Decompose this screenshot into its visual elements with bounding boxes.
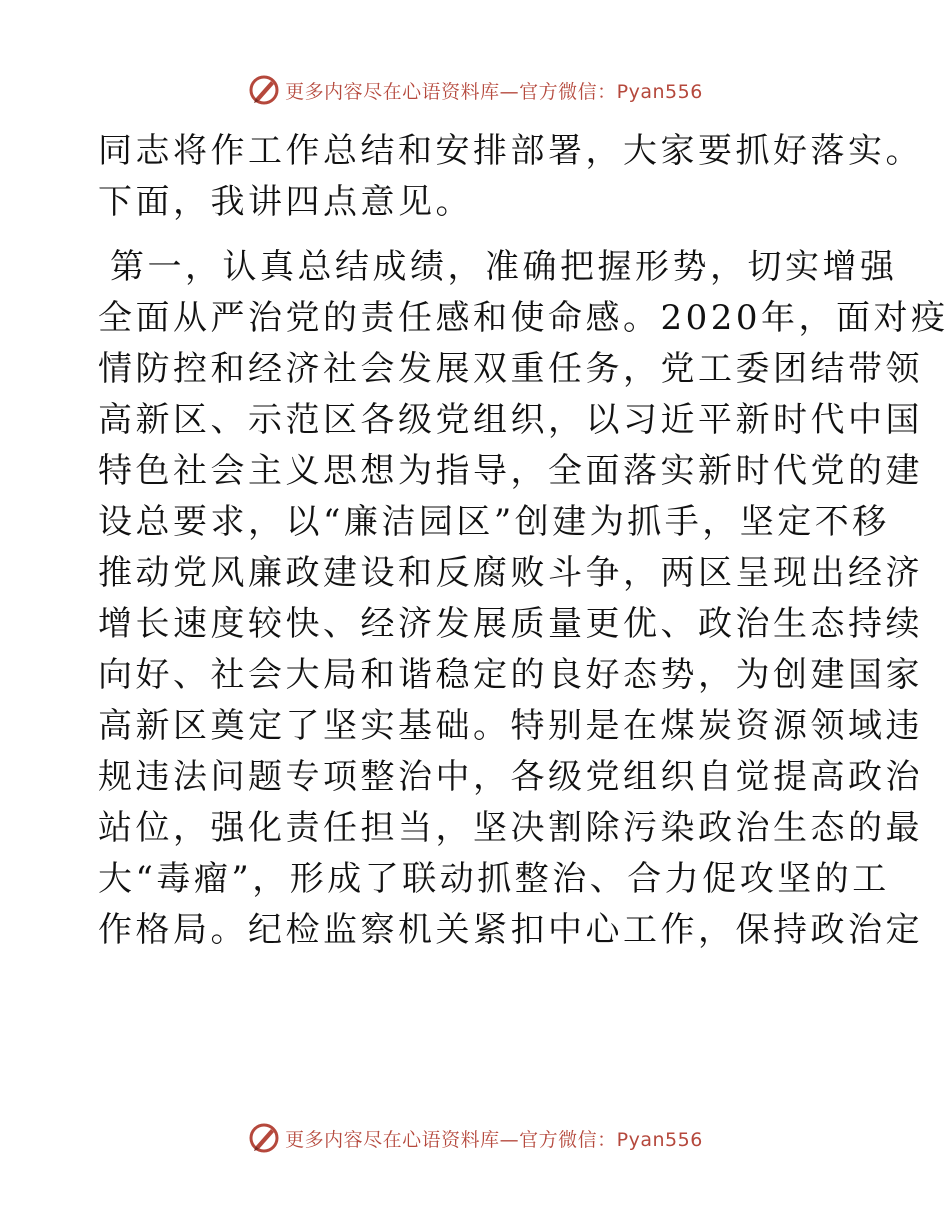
text-line: 全面从严治党的责任感和使命感。2020年，面对疫 [98, 298, 949, 338]
text-line: 向好、社会大局和谐稳定的良好态势，为创建国家 [98, 655, 923, 695]
text-line: 特色社会主义思想为指导，全面落实新时代党的建 [98, 451, 923, 491]
paragraph-2 [98, 242, 949, 956]
header-watermark-group [247, 73, 703, 107]
footer-watermark-text: 更多内容尽在心语资料库—官方微信：Pyan556 [285, 1128, 703, 1151]
text-line: 增长速度较快、经济发展质量更优、政治生态持续 [98, 604, 923, 644]
text-line: 第一，认真总结成绩，准确把握形势，切实增强 [110, 247, 898, 287]
text-line: 高新区、示范区各级党组织，以习近平新时代中国 [98, 400, 923, 440]
text-line: 情防控和经济社会发展双重任务，党工委团结带领 [98, 349, 923, 389]
header-watermark [0, 70, 950, 110]
text-line: 站位，强化责任担当，坚决割除污染政治生态的最 [98, 808, 923, 848]
pen-logo-icon [247, 1121, 281, 1155]
footer-watermark-group [247, 1121, 703, 1155]
document-body [98, 126, 949, 956]
footer-watermark [0, 1118, 950, 1158]
header-watermark-text: 更多内容尽在心语资料库—官方微信：Pyan556 [285, 80, 703, 103]
pen-logo-icon [247, 73, 281, 107]
text-line: 设总要求，以“廉洁园区”创建为抓手，坚定不移 [98, 502, 890, 542]
text-line: 同志将作工作总结和安排部署，大家要抓好落实。 [98, 131, 923, 171]
text-line: 推动党风廉政建设和反腐败斗争，两区呈现出经济 [98, 553, 923, 593]
text-line: 作格局。纪检监察机关紧扣中心工作，保持政治定 [98, 910, 923, 950]
text-line: 大“毒瘤”，形成了联动抓整治、合力促攻坚的工 [98, 859, 890, 899]
text-line: 下面，我讲四点意见。 [98, 182, 473, 222]
text-line: 规违法问题专项整治中，各级党组织自觉提高政治 [98, 757, 923, 797]
text-line: 高新区奠定了坚实基础。特别是在煤炭资源领域违 [98, 706, 923, 746]
paragraph-1 [98, 126, 923, 228]
